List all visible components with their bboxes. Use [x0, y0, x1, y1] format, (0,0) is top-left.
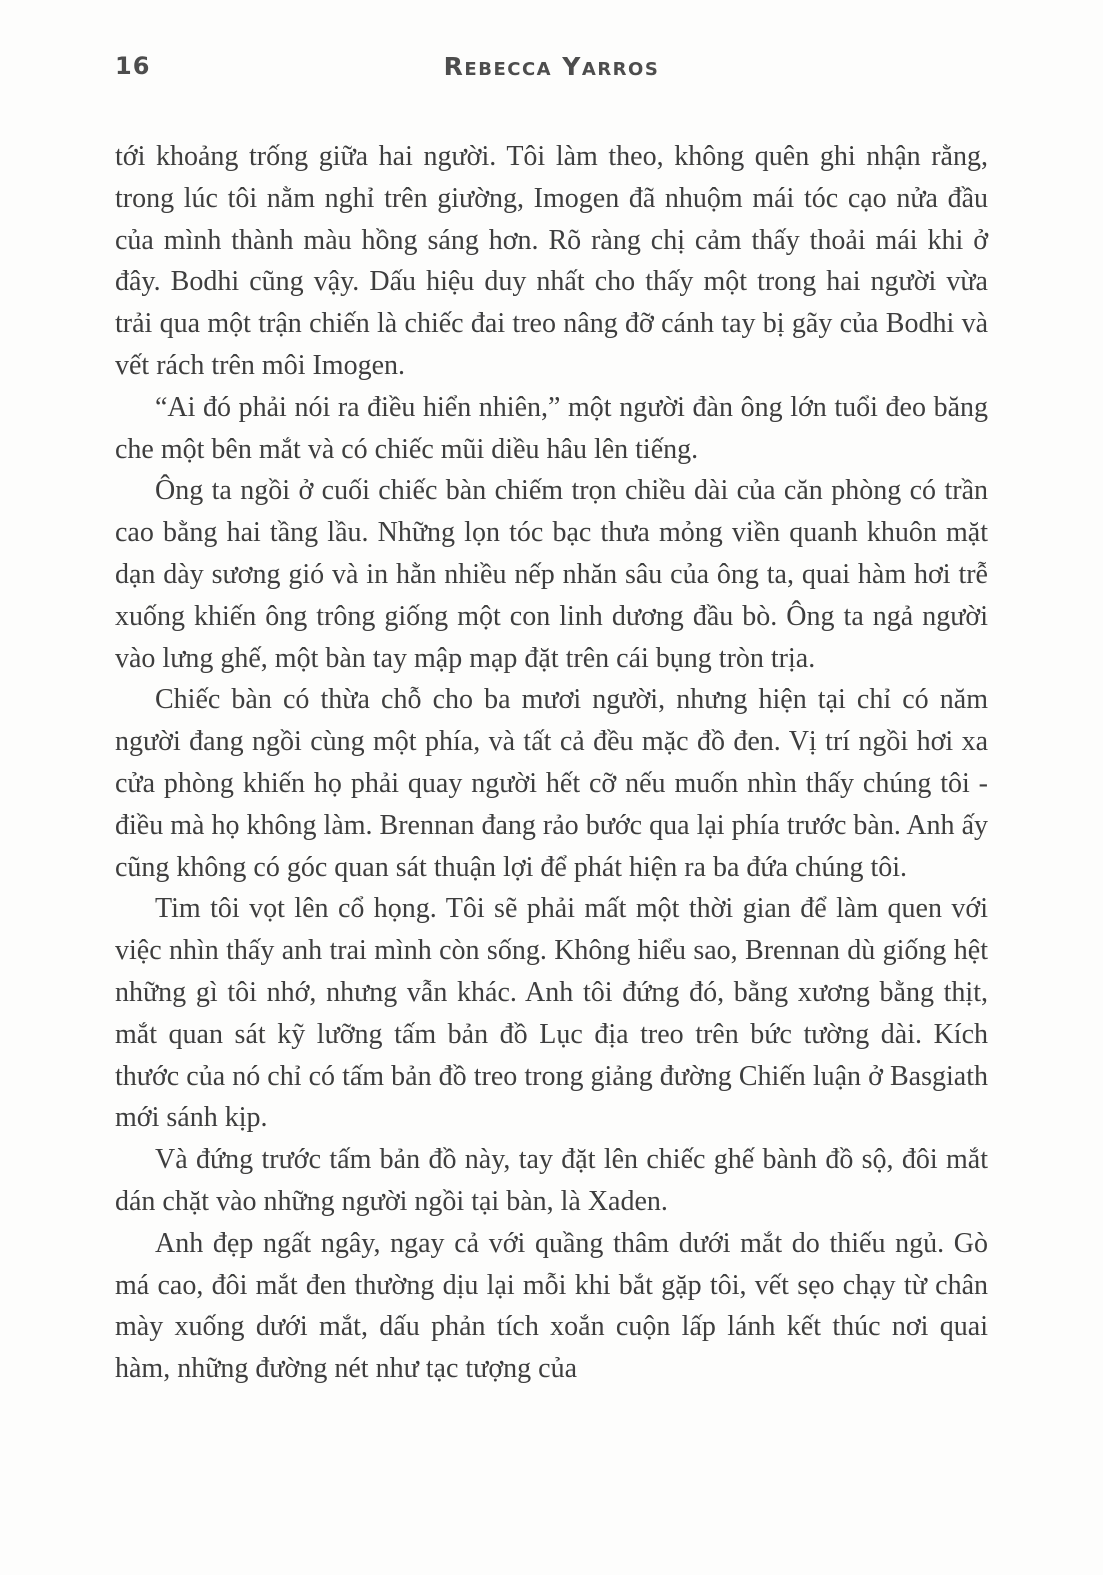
page-body [115, 136, 988, 1390]
paragraph-5: Tim tôi vọt lên cổ họng. Tôi sẽ phải mất một thời gian để làm quen với việc nhìn thấy anh trai mình còn sống. Không hiểu sao, Brennan dù giống hệt những gì tôi nhớ, nhưng vẫn khác. Anh tôi đứng đó, bằng xương bằng thịt, mắt quan sát kỹ lưỡng tấm bản đồ Lục địa treo trên bức tường dài. Kích thước của nó chỉ có tấm bản đồ treo trong giảng đường Chiến luận ở Basgiath mới sánh kịp. [115, 893, 988, 1134]
paragraph-4: Chiếc bàn có thừa chỗ cho ba mươi người, nhưng hiện tại chỉ có năm người đang ngồi cùng một phía, và tất cả đều mặc đồ đen. Vị trí ngồi hơi xa cửa phòng khiến họ phải quay người hết cỡ nếu muốn nhìn thấy chúng tôi - điều mà họ không làm. Brennan đang rảo bước qua lại phía trước bàn. Anh ấy cũng không có góc quan sát thuận lợi để phát hiện ra ba đứa chúng tôi. [115, 684, 988, 883]
paragraph-2: “Ai đó phải nói ra điều hiển nhiên,” một người đàn ông lớn tuổi đeo băng che một bên mắt và có chiếc mũi diều hâu lên tiếng. [115, 391, 988, 465]
page-header [115, 52, 988, 86]
running-header-author: Rebecca Yarros [443, 52, 660, 81]
page-number: 16 [115, 52, 151, 80]
paragraph-1: tới khoảng trống giữa hai người. Tôi làm theo, không quên ghi nhận rằng, trong lúc tôi nằm nghỉ trên giường, Imogen đã nhuộm mái tóc cạo nửa đầu của mình thành màu hồng sáng hơn. Rõ ràng chị cảm thấy thoải mái khi ở đây. Bodhi cũng vậy. Dấu hiệu duy nhất cho thấy một trong hai người vừa trải qua một trận chiến là chiếc đai treo nâng đỡ cánh tay bị gãy của Bodhi và vết rách trên môi Imogen. [115, 141, 988, 381]
paragraph-6: Và đứng trước tấm bản đồ này, tay đặt lên chiếc ghế bành đồ sộ, đôi mắt dán chặt vào những người ngồi tại bàn, là Xaden. [115, 1144, 988, 1217]
paragraph-7: Anh đẹp ngất ngây, ngay cả với quầng thâm dưới mắt do thiếu ngủ. Gò má cao, đôi mắt đen thường dịu lại mỗi khi bắt gặp tôi, vết sẹo chạy từ chân mày xuống dưới mắt, dấu phản tích xoắn cuộn lấp lánh kết thúc nơi quai hàm, những đường nét như tạc tượng của [115, 1227, 988, 1385]
paragraph-3: Ông ta ngồi ở cuối chiếc bàn chiếm trọn chiều dài của căn phòng có trần cao bằng hai tầng lầu. Những lọn tóc bạc thưa mỏng viền quanh khuôn mặt dạn dày sương gió và in hằn nhiều nếp nhăn sâu của ông ta, quai hàm hơi trễ xuống khiến ông trông giống một con linh dương đầu bò. Ông ta ngả người vào lưng ghế, một bàn tay mập mạp đặt trên cái bụng tròn trịa. [115, 475, 988, 674]
